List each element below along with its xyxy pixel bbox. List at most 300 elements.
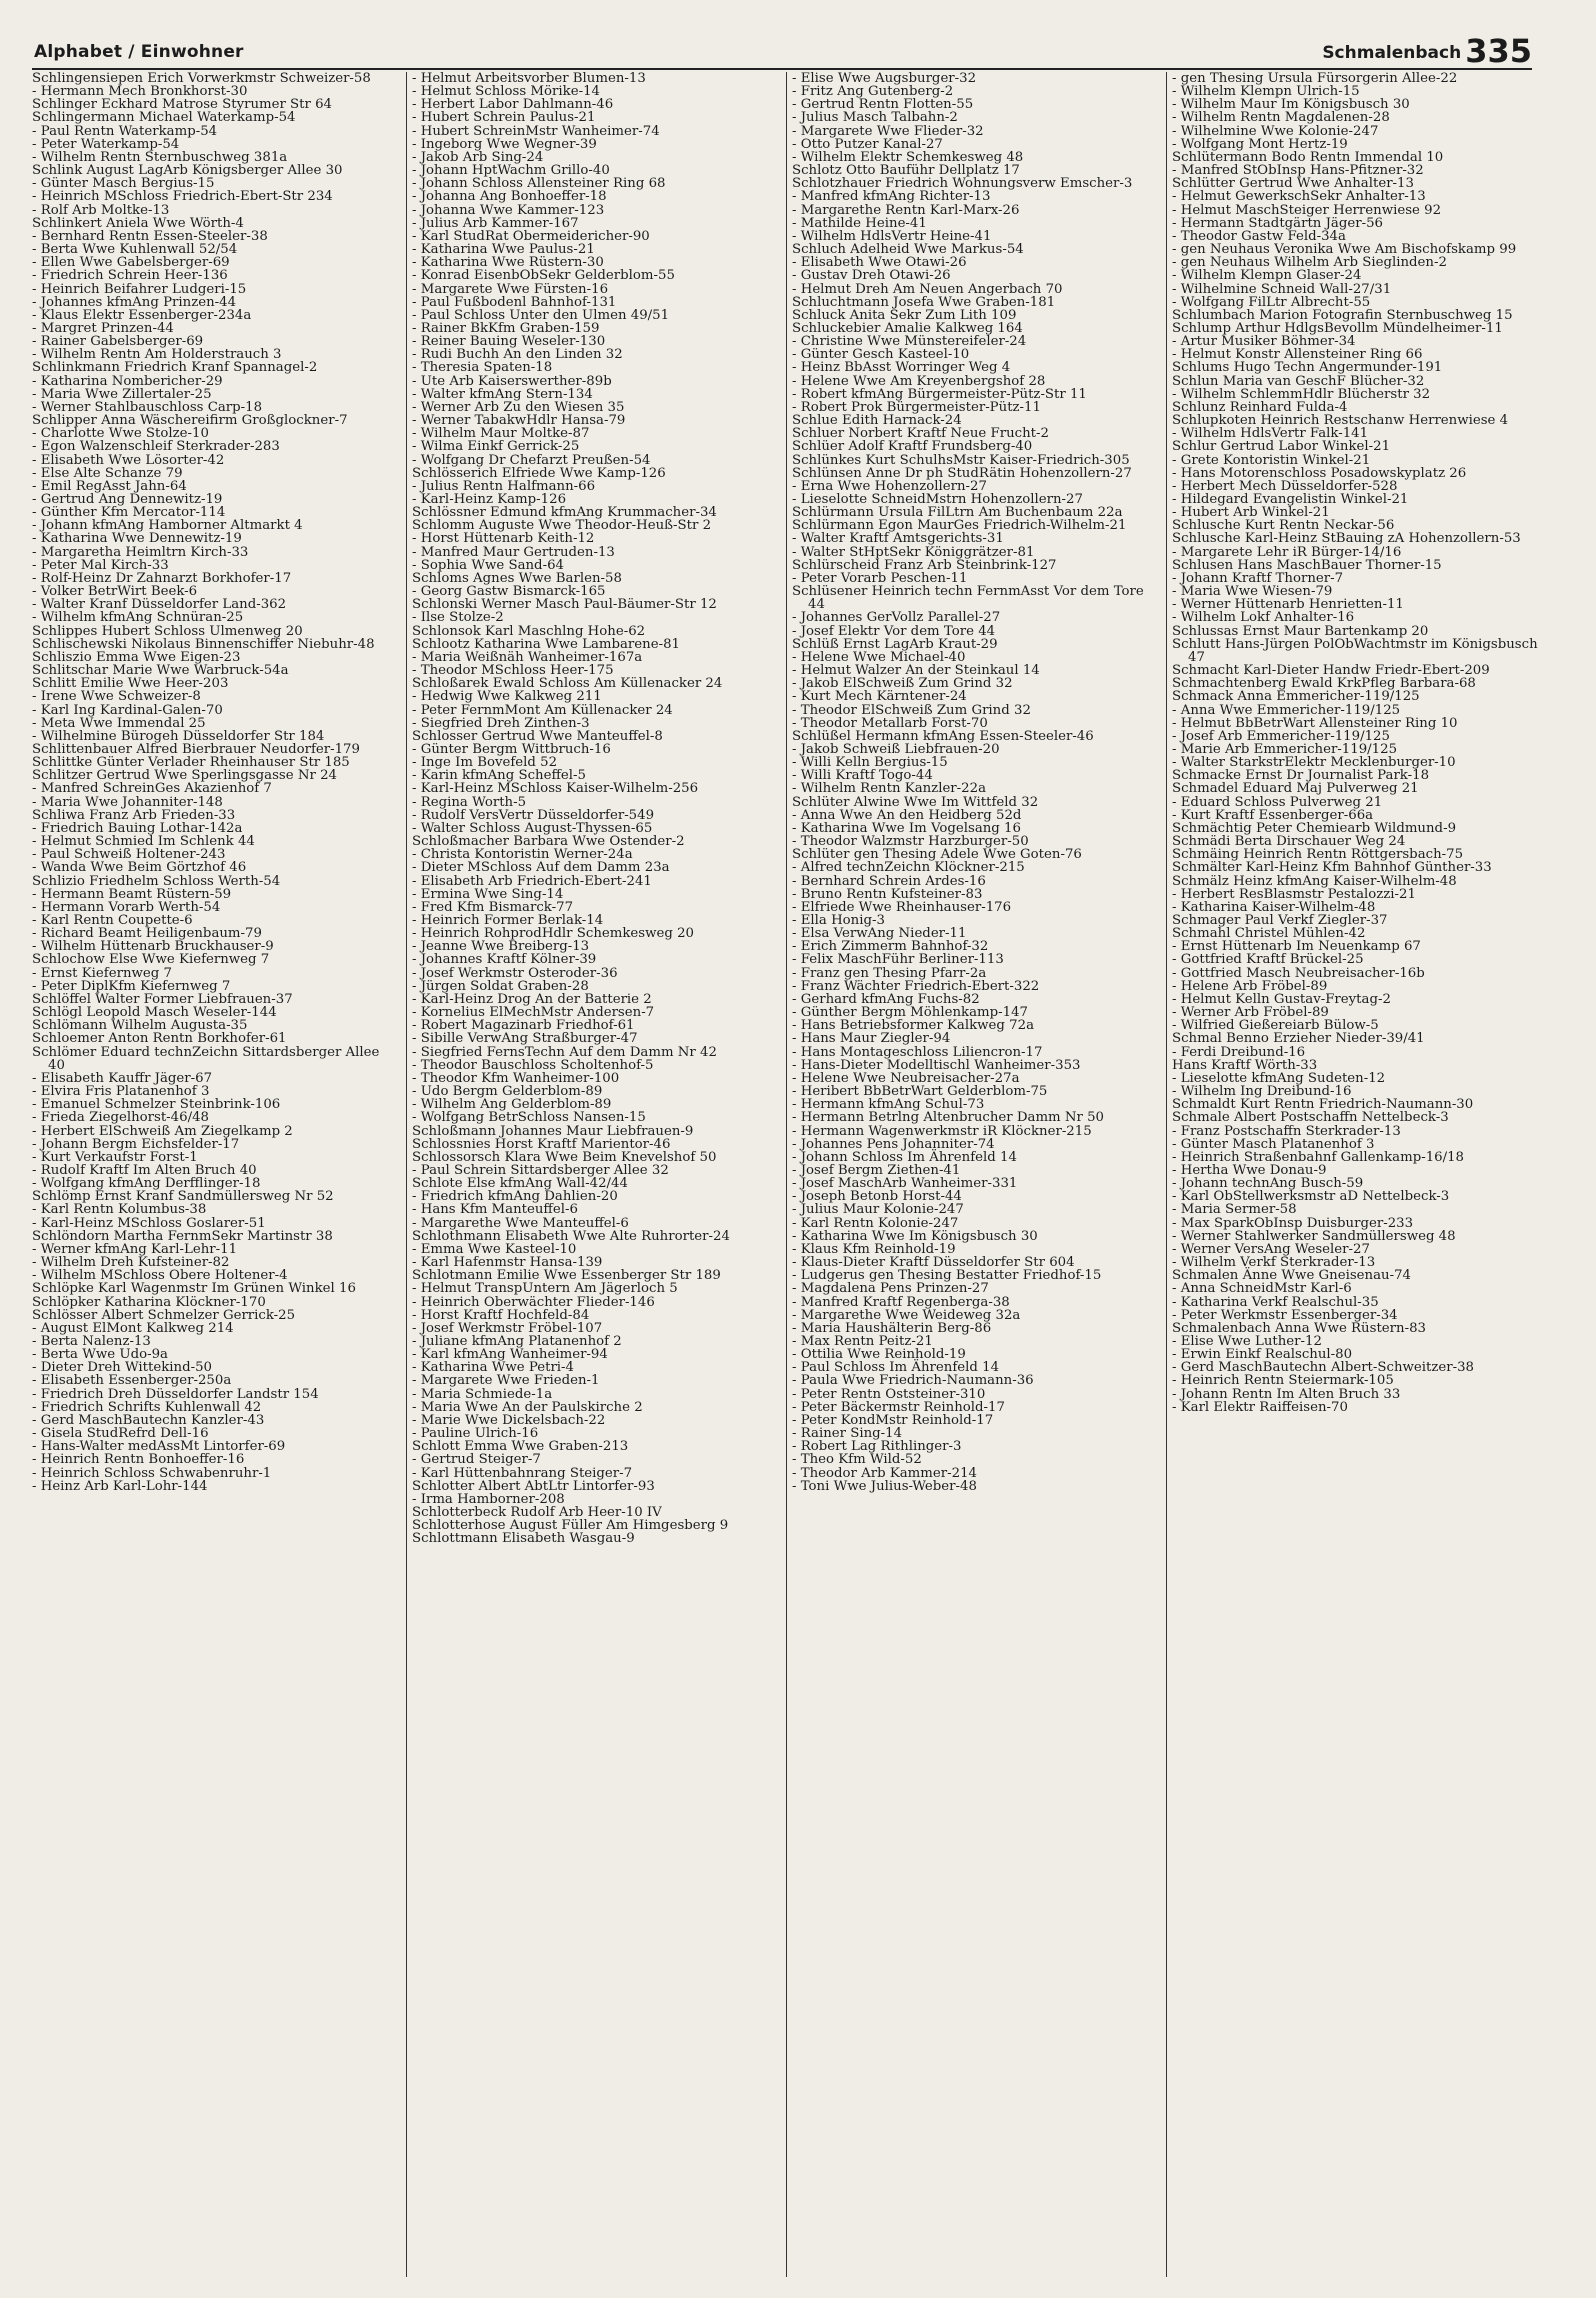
- directory-entry: - Hans Kfm Manteuffel-6: [412, 1202, 578, 1218]
- directory-entry: - Johann HptWachm Grillo-40: [412, 163, 610, 179]
- directory-entry: Schmalen Änne Wwe Gneisenau-74: [1172, 1268, 1412, 1284]
- directory-entry: - Johann Kraftf Thorner-7: [1172, 570, 1344, 586]
- directory-entry: Schlögl Leopold Masch Weseler-144: [32, 1005, 277, 1021]
- directory-entry: Schmager Paul Verkf Ziegler-37: [1172, 913, 1388, 928]
- directory-entry: - Mathilde Heine-41: [792, 215, 927, 231]
- directory-entry: - Helmut MaschSteiger Herrenwiese 92: [1172, 202, 1442, 218]
- directory-entry: Schlischewski Nikolaus Binnenschiffer Niebuhr-48: [32, 636, 375, 652]
- directory-entry: - Gertrud Steiger-7: [412, 1452, 541, 1468]
- directory-entry: - Karl kfmAng Wanheimer-94: [412, 1347, 608, 1363]
- directory-entry: - Dieter Dreh Wittekind-50: [32, 1360, 213, 1376]
- directory-entry: - Berta Wwe Udo-9a: [32, 1347, 168, 1363]
- directory-entry: - Friedrich Schrein Heer-136: [32, 268, 228, 284]
- directory-entry: - Willi Kraftf Togo-44: [792, 768, 933, 784]
- directory-entry: Schlünsen Anne Dr ph StudRätin Hohenzollern-27: [792, 465, 1132, 481]
- directory-entry: Schlosser Gertrud Wwe Manteuffel-8: [412, 728, 663, 744]
- directory-entry: - Helmut Kelln Gustav-Freytag-2: [1172, 991, 1391, 1007]
- directory-entry: - Julius Rentn Halfmann-66: [412, 478, 596, 494]
- directory-entry: - Helene Wwe Am Kreyenbergshof 28: [792, 373, 1046, 389]
- directory-entry: - Ilse Stolze-2: [412, 610, 504, 626]
- directory-entry: - Bruno Rentn Kufsteiner-83: [792, 886, 983, 902]
- directory-entry: - Johannes Kraftf Kölner-39: [412, 952, 597, 968]
- directory-entry: - Erna Wwe Hohenzollern-27: [792, 478, 987, 494]
- directory-entry: - Heinrich Oberwächter Flieder-146: [412, 1294, 655, 1310]
- directory-entry: - Juliane kfmAng Platanenhof 2: [412, 1334, 622, 1349]
- directory-entry: - Walter Kranf Düsseldorfer Land-362: [32, 597, 287, 613]
- directory-entry: Schlömann Wilhelm Augusta-35: [32, 1018, 248, 1034]
- directory-entry: Schlink August LagArb Königsberger Allee 30: [32, 163, 343, 179]
- directory-entry: Schlürmann Egon MaurGes Friedrich-Wilhelm-21: [792, 518, 1127, 534]
- directory-entry: - Paul Schloss Unter den Ulmen 49/51: [412, 307, 670, 323]
- directory-entry: - Paul Schloss Im Ährenfeld 14: [792, 1360, 1000, 1376]
- directory-entry: - Hans-Dieter Modelltischl Wanheimer-353: [792, 1057, 1081, 1073]
- directory-entry: - Rainer BkKfm Graben-159: [412, 320, 600, 336]
- directory-entry: - Siegfried FernsTechn Auf dem Damm Nr 42: [412, 1044, 717, 1060]
- directory-entry: - Katharina Wwe Dennewitz-19: [32, 531, 242, 547]
- directory-entry: - Frieda Ziegelhorst-46/48: [32, 1110, 209, 1126]
- directory-entry: - Helmut TranspUntern Am Jägerloch 5: [412, 1281, 678, 1297]
- directory-entry: - Maria Wwe Johanniter-148: [32, 794, 223, 810]
- directory-entry: - Heinz BbAsst Worringer Weg 4: [792, 360, 1011, 376]
- directory-entry: - Siegfried Dreh Zinthen-3: [412, 715, 590, 731]
- directory-entry: Schlöpke Karl Wagenmstr Im Grünen Winkel 16: [32, 1281, 356, 1297]
- directory-entry: - Werner TabakwHdlr Hansa-79: [412, 413, 626, 429]
- directory-entry: - Peter Bäckermstr Reinhold-17: [792, 1399, 1005, 1415]
- directory-entry: - Pauline Ulrich-16: [412, 1426, 539, 1442]
- directory-entry: Schlutt Hans-Jürgen PolObWachtmstr im Königsbusch 47: [1172, 636, 1538, 665]
- directory-entry: - Helene Wwe Michael-40: [792, 649, 966, 665]
- directory-entry: - Theodor Arb Kammer-214: [792, 1465, 978, 1481]
- directory-entry: - Gisela StudRefrd Dell-16: [32, 1426, 209, 1442]
- directory-entry: - gen Neuhaus Veronika Wwe Am Bischofskamp 99: [1172, 242, 1517, 258]
- directory-entry: Schlinkmann Friedrich Kranf Spannagel-2: [32, 360, 318, 376]
- directory-entry: - Maria Weißnäh Wanheimer-167a: [412, 649, 643, 665]
- directory-entry: - Irma Hamborner-208: [412, 1491, 565, 1507]
- directory-entry: - Heinrich MSchloss Friedrich-Ebert-Str 234: [32, 189, 333, 205]
- directory-entry: - Elisabeth Wwe Lösorter-42: [32, 452, 225, 468]
- directory-entry: - Johannes kfmAng Prinzen-44: [32, 294, 237, 310]
- directory-entry: - Wilhelm SchlemmHdlr Blücherstr 32: [1172, 386, 1431, 402]
- directory-entry: - Karl Ing Kardinal-Galen-70: [32, 702, 223, 718]
- directory-entry: Schlusche Kurt Rentn Neckar-56: [1172, 518, 1395, 534]
- directory-entry: Schlossnies Horst Kraftf Marientor-46: [412, 1136, 671, 1152]
- directory-entry: - Peter FernmMont Am Küllenacker 24: [412, 702, 673, 718]
- directory-entry: Schlott Emma Wwe Graben-213: [412, 1439, 629, 1455]
- directory-entry: - Jakob Schweiß Liebfrauen-20: [792, 741, 1000, 757]
- directory-entry: Schloßmann Johannes Maur Liebfrauen-9: [412, 1123, 694, 1139]
- directory-entry: - Friedrich Schrifts Kuhlenwall 42: [32, 1399, 262, 1415]
- directory-entry: - Werner kfmAng Karl-Lehr-11: [32, 1241, 238, 1257]
- directory-entry: - Meta Wwe Immendal 25: [32, 715, 206, 731]
- directory-entry: - Wilfried Gießereiarb Bülow-5: [1172, 1018, 1379, 1034]
- directory-entry: Schlote Else kfmAng Wall-42/44: [412, 1176, 628, 1192]
- directory-entry: - Karl Rentn Kolumbus-38: [32, 1202, 207, 1218]
- directory-entry: - Kornelius ElMechMstr Andersen-7: [412, 1005, 655, 1021]
- directory-entry: Schlöndorn Martha FernmSekr Martinstr 38: [32, 1228, 333, 1244]
- directory-entry: - Elisabeth Essenberger-250a: [32, 1373, 232, 1389]
- directory-entry: Schlürscheid Franz Arb Steinbrink-127: [792, 557, 1057, 573]
- directory-entry: - Wilhelm Rentn Magdalenen-28: [1172, 110, 1390, 126]
- directory-entry: - Berta Wwe Kuhlenwall 52/54: [32, 242, 238, 258]
- directory-entry: - Wanda Wwe Beim Görtzhof 46: [32, 860, 247, 876]
- directory-entry: - Elsa VerwAng Nieder-11: [792, 926, 967, 942]
- directory-entry: - Erich Zimmerm Bahnhof-32: [792, 939, 989, 955]
- directory-entry: - Wilhelm HdlsVertr Heine-41: [792, 228, 992, 244]
- directory-entry: Schmälter Karl-Heinz Kfm Bahnhof Günther-33: [1172, 860, 1492, 876]
- directory-entry: - Helmut Schmied Im Schlenk 44: [32, 834, 255, 850]
- directory-entry: - Josef Bergm Ziethen-41: [792, 1162, 961, 1178]
- directory-entry: Schlössner Edmund kfmAng Krummacher-34: [412, 505, 717, 521]
- directory-entry: Schloßarek Ewald Schloss Am Küllenacker 24: [412, 676, 723, 692]
- directory-entry: - Gertrud Rentn Flotten-55: [792, 97, 974, 113]
- directory-entry: - Robert Lag Rithlinger-3: [792, 1439, 962, 1455]
- directory-entry: - Werner Stahlwerker Sandmüllersweg 48: [1172, 1228, 1456, 1244]
- directory-entry: Schloms Agnes Wwe Barlen-58: [412, 570, 622, 586]
- directory-entry: - Horst Hüttenarb Keith-12: [412, 531, 595, 547]
- directory-entry: - Theodor Walzmstr Harzburger-50: [792, 834, 1029, 850]
- directory-entry: - Wolfgang kfmAng Derfflinger-18: [32, 1176, 261, 1192]
- directory-entry: - Magdalena Pens Prinzen-27: [792, 1281, 989, 1297]
- directory-entry: - Erwin Einkf Realschul-80: [1172, 1347, 1353, 1363]
- directory-entry: Schmaldt Kurt Rentn Friedrich-Naumann-30: [1172, 1097, 1474, 1113]
- directory-entry: - Joseph Betonb Horst-44: [792, 1189, 962, 1205]
- directory-entry: - Katharina Wwe Paulus-21: [412, 242, 595, 258]
- directory-entry: - Volker BetrWirt Beek-6: [32, 584, 198, 600]
- directory-entry: - Ella Honig-3: [792, 913, 885, 928]
- directory-entry: - Hermann Vorarb Werth-54: [32, 899, 221, 915]
- directory-entry: Schliwa Franz Arb Frieden-33: [32, 807, 236, 823]
- directory-entry: Schluch Adelheid Wwe Markus-54: [792, 242, 1024, 258]
- directory-entry: Schlossorsch Klara Wwe Beim Knevelshof 50: [412, 1149, 717, 1165]
- directory-entry: - Willi Kelln Bergius-15: [792, 755, 948, 771]
- directory-entry: - Christa Kontoristin Werner-24a: [412, 847, 633, 863]
- directory-entry: - Margarethe Rentn Karl-Marx-26: [792, 202, 1020, 218]
- directory-entry: - Irene Wwe Schweizer-8: [32, 689, 201, 705]
- directory-entry: - Wilhelmine Wwe Kolonie-247: [1172, 123, 1379, 139]
- directory-entry: - Karl-Heinz Drog An der Batterie 2: [412, 991, 652, 1007]
- directory-entry: - Peter Mal Kirch-33: [32, 557, 169, 573]
- directory-entry: - Klaus-Dieter Kraftf Düsseldorfer Str 604: [792, 1255, 1075, 1271]
- directory-entry: Schmadel Eduard Maj Pulverweg 21: [1172, 781, 1419, 797]
- directory-entry: - Günter Bergm Wittbruch-16: [412, 741, 611, 757]
- directory-entry: Schlöpker Katharina Klöckner-170: [32, 1294, 266, 1310]
- directory-entry: - Max Rentn Peitz-21: [792, 1334, 933, 1349]
- directory-entry: - Katharina Verkf Realschul-35: [1172, 1294, 1379, 1310]
- directory-entry: - Werner VersAng Weseler-27: [1172, 1241, 1370, 1257]
- directory-entry: - Berta Nalenz-13: [32, 1334, 151, 1349]
- directory-entry: - Wilhelm Dreh Kufsteiner-82: [32, 1255, 230, 1271]
- directory-entry: - Günter Masch Platanenhof 3: [1172, 1136, 1375, 1152]
- directory-entry: Schlitschar Marie Wwe Warbruck-54a: [32, 663, 289, 679]
- directory-entry: - Fred Kfm Bismarck-77: [412, 899, 574, 915]
- directory-entry: Schlitzer Gertrud Wwe Sperlingsgasse Nr 24: [32, 768, 337, 784]
- directory-entry: Schlütermann Bodo Rentn Immendal 10: [1172, 149, 1444, 165]
- directory-entry: Schlitt Emilie Wwe Heer-203: [32, 676, 229, 692]
- directory-entry: - Regina Worth-5: [412, 794, 527, 810]
- directory-entry: Schlonsok Karl Maschlng Hohe-62: [412, 623, 646, 639]
- directory-entry: - Josef Elektr Vor dem Tore 44: [792, 623, 996, 639]
- directory-entry: Schlur Gertrud Labor Winkel-21: [1172, 439, 1391, 455]
- directory-entry: Schlömer Eduard technZeichn Sittardsberger Allee 40: [32, 1044, 380, 1073]
- directory-entry: - August ElMont Kalkweg 214: [32, 1320, 234, 1336]
- directory-entry: - Wilhelm HdlsVertr Falk-141: [1172, 426, 1369, 442]
- directory-entry: - Ingeborg Wwe Wegner-39: [412, 136, 597, 152]
- directory-entry: - Wilhelmine Schneid Wall-27/31: [1172, 281, 1392, 297]
- directory-entry: Schlotzhauer Friedrich Wohnungsverw Emscher-3: [792, 176, 1133, 192]
- directory-entry: Schlittke Günter Verlader Rheinhauser Str 185: [32, 755, 350, 771]
- directory-entry: - Ellen Wwe Gabelsberger-69: [32, 255, 230, 271]
- directory-entry: - Ute Arb Kaiserswerther-89b: [412, 373, 612, 389]
- directory-entry: - Wilhelm kfmAng Schnüran-25: [32, 610, 244, 626]
- directory-entry: - Josef Arb Emmericher-119/125: [1172, 728, 1390, 744]
- directory-entry: Schlüter Alwine Wwe Im Wittfeld 32: [792, 794, 1039, 810]
- directory-entry: - Katharina Nombericher-29: [32, 373, 223, 389]
- directory-entry: - Karl StudRat Obermeidericher-90: [412, 228, 650, 244]
- directory-entry: - Katharina Kaiser-Wilhelm-48: [1172, 899, 1376, 915]
- page-header: [32, 30, 1532, 70]
- directory-entry: - Karl-Heinz MSchloss Kaiser-Wilhelm-256: [412, 781, 699, 797]
- directory-entry: - Else Alte Schanze 79: [32, 465, 183, 481]
- directory-entry: - Gerd MaschBautechn Kanzler-43: [32, 1412, 265, 1428]
- directory-entry: - Karl-Heinz Kamp-126: [412, 492, 567, 507]
- directory-entry: - Theodor Kfm Wanheimer-100: [412, 1070, 620, 1086]
- directory-entry: - Robert kfmAng Bürgermeister-Pütz-Str 11: [792, 386, 1087, 402]
- directory-page: [32, 30, 1538, 2280]
- directory-entry: - Julius Arb Kammer-167: [412, 215, 579, 231]
- directory-entry: - Karl Rentn Kolonie-247: [792, 1215, 959, 1231]
- directory-entry: - Karl Hüttenbahnrang Steiger-7: [412, 1465, 633, 1481]
- column-2: [412, 72, 780, 2277]
- directory-entry: - Wolfgang BetrSchloss Nansen-15: [412, 1110, 646, 1126]
- directory-entry: - Hubert Arb Winkel-21: [1172, 505, 1330, 521]
- directory-entry: - Theo Kfm Wild-52: [792, 1452, 922, 1468]
- directory-entry: - Helmut BbBetrWart Allensteiner Ring 10: [1172, 715, 1458, 731]
- directory-entry: - Rainer Sing-14: [792, 1426, 903, 1442]
- directory-entry: Schlüer Adolf Kraftf Frundsberg-40: [792, 439, 1033, 455]
- directory-entry: Schmal Benno Erzieher Nieder-39/41: [1172, 1031, 1425, 1047]
- directory-entry: - Walter StarkstrElektr Mecklenburger-10: [1172, 755, 1456, 771]
- directory-entry: Schlothmann Elisabeth Wwe Alte Ruhrorter-24: [412, 1228, 730, 1244]
- directory-entry: - Franz gen Thesing Pfarr-2a: [792, 965, 987, 981]
- directory-entry: - Hermann Betrlng Altenbrucher Damm Nr 50: [792, 1110, 1105, 1126]
- directory-entry: Schlüß Ernst LagArb Kraut-29: [792, 636, 998, 652]
- directory-entry: - Margaretha Heimltrn Kirch-33: [32, 544, 249, 560]
- directory-entry: Schliszio Emma Wwe Eigen-23: [32, 649, 241, 665]
- directory-entry: Schlusen Hans MaschBauer Thorner-15: [1172, 557, 1442, 573]
- directory-entry: - Johann kfmAng Hamborner Altmarkt 4: [32, 518, 303, 534]
- directory-entry: - Theodor Bauschloss Scholtenhof-5: [412, 1057, 654, 1073]
- directory-entry: Schmacht Karl-Dieter Handw Friedr-Ebert-209: [1172, 663, 1490, 679]
- directory-entry: Schlingensiepen Erich Vorwerkmstr Schweizer-58: [32, 72, 371, 86]
- directory-entry: - Anna Wwe Emmericher-119/125: [1172, 702, 1401, 718]
- directory-entry: - Rudolf VersVertr Düsseldorfer-549: [412, 807, 655, 823]
- directory-entry: - Maria Wwe Wiesen-79: [1172, 584, 1333, 600]
- directory-entry: - Johann Schloss Allensteiner Ring 68: [412, 176, 666, 192]
- directory-entry: Schloßmacher Barbara Wwe Ostender-2: [412, 834, 685, 850]
- directory-entry: - Johann Rentn Im Alten Bruch 33: [1172, 1386, 1401, 1402]
- directory-entry: - Maria Wwe Zillertaler-25: [32, 386, 212, 402]
- directory-entry: - Theodor MSchloss Heer-175: [412, 663, 614, 679]
- directory-entry: Schmalenbach Anna Wwe Rüstern-83: [1172, 1320, 1426, 1336]
- directory-entry: - Helmut Dreh Am Neuen Angerbach 70: [792, 281, 1063, 297]
- column-4: [1172, 72, 1540, 2277]
- directory-entry: - Sibille VerwAng Straßburger-47: [412, 1031, 638, 1047]
- directory-entry: - Manfred SchreinGes Akazienhof 7: [32, 781, 272, 797]
- directory-entry: Schlusche Karl-Heinz StBauing zA Hohenzollern-53: [1172, 531, 1521, 547]
- page-number: 335: [1465, 32, 1532, 70]
- directory-entry: - Herbert Mech Düsseldorfer-528: [1172, 478, 1398, 494]
- directory-entry: - Robert Prok Bürgermeister-Pütz-11: [792, 399, 1041, 415]
- directory-entry: Schlotterhose August Füller Am Himgesberg 9: [412, 1518, 729, 1534]
- directory-entry: - Peter Werkmstr Essenberger-34: [1172, 1307, 1398, 1323]
- directory-entry: - Kurt Verkaufstr Forst-1: [32, 1149, 198, 1165]
- directory-entry: - Karin kfmAng Scheffel-5: [412, 768, 586, 784]
- column-1: [32, 72, 400, 2277]
- directory-entry: Schlun Maria van GeschF Blücher-32: [1172, 373, 1425, 389]
- directory-entry: - Manfred Maur Gertruden-13: [412, 544, 615, 560]
- directory-entry: - Günter Gesch Kasteel-10: [792, 347, 970, 363]
- directory-entry: - Heinrich Rentn Steiermark-105: [1172, 1373, 1394, 1389]
- directory-entry: - Peter Rentn Oststeiner-310: [792, 1386, 986, 1402]
- directory-entry: - Otto Putzer Kanal-27: [792, 136, 943, 152]
- directory-entry: - Heinrich Beifahrer Ludgeri-15: [32, 281, 247, 297]
- directory-entry: - Peter KondMstr Reinhold-17: [792, 1412, 994, 1428]
- directory-entry: - Heinrich RohprodHdlr Schemkesweg 20: [412, 926, 695, 942]
- directory-entry: - Katharina Wwe Im Vogelsang 16: [792, 820, 1021, 836]
- directory-entry: - Friedrich Bauing Lothar-142a: [32, 820, 243, 836]
- directory-entry: - Elise Wwe Augsburger-32: [792, 72, 977, 86]
- directory-entry: - Friedrich kfmAng Dahlien-20: [412, 1189, 618, 1205]
- directory-entry: - Katharina Wwe Rüstern-30: [412, 255, 604, 271]
- directory-entry: - Ermina Wwe Sing-14: [412, 886, 564, 902]
- directory-entry: - Wilhelm Maur Moltke-87: [412, 426, 590, 442]
- directory-entry: - Katharina Wwe Im Königsbusch 30: [792, 1228, 1038, 1244]
- directory-entry: - Paul Schweiß Holtener-243: [32, 847, 226, 863]
- directory-entry: - Theodor Metallarb Forst-70: [792, 715, 988, 731]
- directory-entry: - Helmut Walzer An der Steinkaul 14: [792, 663, 1040, 679]
- directory-entry: - gen Neuhaus Wilhelm Arb Sieglinden-2: [1172, 255, 1447, 271]
- directory-entry: - Manfred StObInsp Hans-Pfitzner-32: [1172, 163, 1424, 179]
- directory-entry: Schlums Hugo Techn Angermunder-191: [1172, 360, 1443, 376]
- directory-entry: - Konrad EisenbObSekr Gelderblom-55: [412, 268, 675, 284]
- directory-entry: - Theodor Gastw Feld-34a: [1172, 228, 1346, 244]
- directory-entry: - Heinz Arb Karl-Lohr-144: [32, 1478, 208, 1494]
- directory-entry: Schlüsener Heinrich techn FernmAsst Vor dem Tore 44: [792, 584, 1144, 613]
- directory-entry: - Gertrud Ang Dennewitz-19: [32, 492, 223, 507]
- directory-entry: - Elise Wwe Luther-12: [1172, 1334, 1322, 1349]
- directory-entry: - Margarete Wwe Frieden-1: [412, 1373, 600, 1389]
- directory-entry: - Maria Sermer-58: [1172, 1202, 1297, 1218]
- directory-entry: - Friedrich Dreh Düsseldorfer Landstr 154: [32, 1386, 319, 1402]
- directory-entry: Schlürmann Ursula FilLtrn Am Buchenbaum 22a: [792, 505, 1123, 521]
- directory-entry: Schlösser Albert Schmelzer Gerrick-25: [32, 1307, 296, 1323]
- column-divider: [1166, 72, 1167, 2277]
- directory-entry: - Wilhelm Rentn Am Holderstrauch 3: [32, 347, 282, 363]
- directory-entry: - Wolfgang Mont Hertz-19: [1172, 136, 1348, 152]
- directory-entry: - Werner Arb Zu den Wiesen 35: [412, 399, 625, 415]
- directory-entry: - Walter kfmAng Stern-134: [412, 386, 593, 402]
- directory-entry: - Josef Werkmstr Osteroder-36: [412, 965, 618, 981]
- directory-entry: - Ludgerus gen Thesing Bestatter Friedhof-15: [792, 1268, 1102, 1284]
- directory-entry: - Herbert Labor Dahlmann-46: [412, 97, 614, 113]
- directory-entry: - Helmut Konstr Allensteiner Ring 66: [1172, 347, 1423, 363]
- directory-entry: Schlömp Ernst Kranf Sandmüllersweg Nr 52: [32, 1189, 334, 1205]
- directory-entry: - Grete Kontoristin Winkel-21: [1172, 452, 1371, 468]
- directory-entry: Schlupkoten Heinrich Restschanw Herrenwiese 4: [1172, 413, 1509, 429]
- column-divider: [406, 72, 407, 2277]
- directory-entry: Schmachtenberg Ewald KrkPfleg Barbara-68: [1172, 676, 1476, 692]
- directory-entry: Schlotz Otto Bauführ Dellplatz 17: [792, 163, 1020, 179]
- directory-entry: - Elisabeth Kauffr Jäger-67: [32, 1070, 213, 1086]
- directory-entry: - Hans Montageschloss Liliencron-17: [792, 1044, 1043, 1060]
- directory-entry: - Hermann Beamt Rüstern-59: [32, 886, 232, 902]
- directory-entry: - Franz Wächter Friedrich-Ebert-322: [792, 978, 1040, 994]
- directory-entry: - Christine Wwe Münstereifeler-24: [792, 334, 1027, 350]
- directory-entry: - Karl ObStellwerksmstr aD Nettelbeck-3: [1172, 1189, 1450, 1205]
- directory-entry: - Hedwig Wwe Kalkweg 211: [412, 689, 602, 705]
- directory-entry: - Jakob ElSchweiß Zum Grind 32: [792, 676, 1013, 692]
- directory-entry: Schlösserich Elfriede Wwe Kamp-126: [412, 465, 666, 481]
- directory-entry: - Rolf Arb Moltke-13: [32, 202, 170, 218]
- directory-entry: Schlue Edith Harnack-24: [792, 413, 962, 429]
- directory-entry: - Julius Maur Kolonie-247: [792, 1202, 964, 1218]
- directory-entry: Schlotterbeck Rudolf Arb Heer-10 IV: [412, 1505, 662, 1521]
- directory-entry: - Johanna Wwe Kammer-123: [412, 202, 605, 218]
- directory-entry: - Franz Postschaffn Sterkrader-13: [1172, 1123, 1401, 1139]
- directory-entry: Schmacke Ernst Dr Journalist Park-18: [1172, 768, 1430, 784]
- directory-entry: - Helmut Arbeitsvorber Blumen-13: [412, 72, 646, 86]
- directory-entry: - Wilhelm Rentn Sternbuschweg 381a: [32, 149, 288, 165]
- directory-entry: - Heinrich Rentn Bonhoeffer-16: [32, 1452, 245, 1468]
- directory-entry: - Gottfried Masch Neubreisacher-16b: [1172, 965, 1425, 981]
- directory-entry: - Udo Bergm Gelderblom-89: [412, 1084, 603, 1100]
- directory-entry: Schlippes Hubert Schloss Ulmenweg 20: [32, 623, 303, 639]
- directory-entry: Schlotmann Emilie Wwe Essenberger Str 189: [412, 1268, 721, 1284]
- directory-entry: - Felix MaschFühr Berliner-113: [792, 952, 1004, 968]
- directory-entry: Schlussas Ernst Maur Bartenkamp 20: [1172, 623, 1429, 639]
- directory-entry: - Klaus Kfm Reinhold-19: [792, 1241, 956, 1257]
- directory-entry: Schlochow Else Wwe Kiefernweg 7: [32, 952, 270, 968]
- directory-entry: - Charlotte Wwe Stolze-10: [32, 426, 209, 442]
- directory-entry: Schlootz Katharina Wwe Lambarene-81: [412, 636, 681, 652]
- directory-entry: - Maria Wwe An der Paulskirche 2: [412, 1399, 643, 1415]
- directory-entry: - Rainer Gabelsberger-69: [32, 334, 204, 350]
- column-divider: [786, 72, 787, 2277]
- directory-entry: - Wilhelm Verkf Sterkrader-13: [1172, 1255, 1376, 1271]
- directory-entry: - Wilhelm Klempn Glaser-24: [1172, 268, 1362, 284]
- directory-columns: [32, 72, 1538, 2280]
- directory-entry: Schlinger Eckhard Matrose Styrumer Str 64: [32, 97, 333, 113]
- directory-entry: - Karl Rentn Coupette-6: [32, 913, 193, 928]
- directory-entry: - Reiner Bauing Weseler-130: [412, 334, 606, 350]
- directory-entry: - Werner Hüttenarb Henrietten-11: [1172, 597, 1404, 613]
- directory-entry: - Peter Vorarb Peschen-11: [792, 570, 968, 586]
- directory-entry: - Maria Haushälterin Berg-86: [792, 1320, 992, 1336]
- directory-entry: - Ernst Kiefernweg 7: [32, 965, 172, 981]
- directory-entry: - Hermann Wagenwerkmstr iR Klöckner-215: [792, 1123, 1092, 1139]
- directory-entry: - Elisabeth Arb Friedrich-Ebert-241: [412, 873, 652, 889]
- directory-entry: Schlingermann Michael Waterkamp-54: [32, 110, 296, 126]
- directory-entry: - Karl Elektr Raiffeisen-70: [1172, 1399, 1348, 1415]
- directory-entry: - Hubert SchreinMstr Wanheimer-74: [412, 123, 660, 139]
- directory-entry: - Margret Prinzen-44: [32, 320, 174, 336]
- directory-entry: - Walter StHptSekr Königgrätzer-81: [792, 544, 1035, 560]
- directory-entry: Schlütter Gertrud Wwe Anhalter-13: [1172, 176, 1414, 192]
- directory-entry: - Lieselotte kfmAng Sudeten-12: [1172, 1070, 1386, 1086]
- directory-entry: - Helene Arb Fröbel-89: [1172, 978, 1328, 994]
- directory-entry: Schmack Anna Emmericher-119/125: [1172, 689, 1420, 705]
- directory-entry: - Johann Bergm Eichsfelder-17: [32, 1136, 240, 1152]
